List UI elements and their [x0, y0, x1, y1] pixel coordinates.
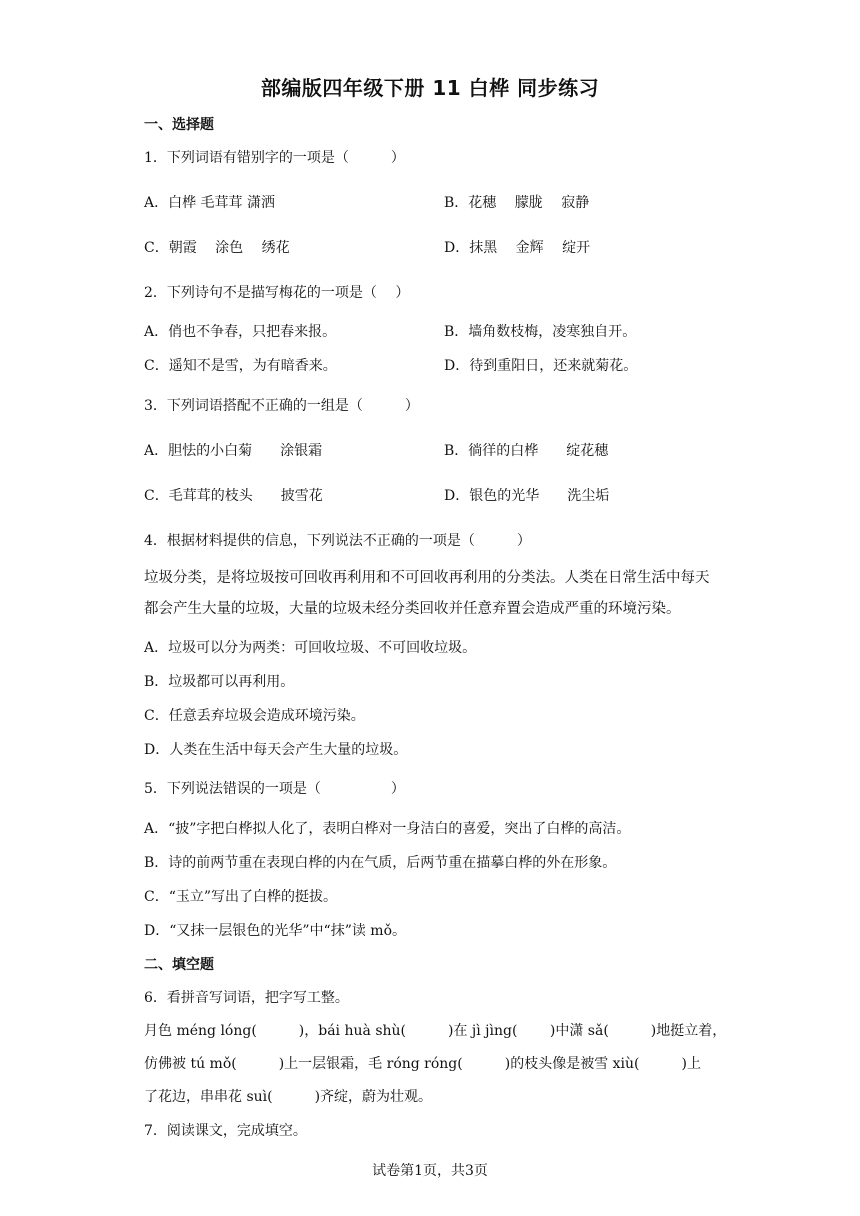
question-3-option-d: D．银色的光华 洗尘垢 [444, 488, 610, 504]
question-1-option-b: B．花穗 朦胧 寂静 [444, 195, 590, 211]
question-1-option-a: A．白桦 毛茸茸 潇洒 [144, 195, 276, 211]
question-2-option-d: D．待到重阳日，还来就菊花。 [444, 358, 638, 374]
question-3-option-b: B．徜徉的白桦 绽花穗 [444, 443, 609, 459]
question-6-stem: 6．看拼音写词语，把字写工整。 [144, 990, 349, 1006]
question-5-option-d: D．“又抹一层银色的光华”中“抹”读 mǒ。 [144, 923, 407, 939]
question-2-stem: 2．下列诗句不是描写梅花的一项是（ ） [144, 285, 410, 301]
question-2-option-c: C．遥知不是雪，为有暗香来。 [144, 358, 337, 374]
question-6-line-2: 仿佛被 tú mǒ( )上一层银霜，毛 róng róng( )的枝头像是被雪 xiù( )上 [144, 1056, 701, 1072]
page-title: 部编版四年级下册 11 白桦 同步练习 [260, 76, 600, 100]
question-4-material: 垃圾分类，是将垃圾按可回收再利用和不可回收再利用的分类法。人类在日常生活中每天都会产生大量的垃圾，大量的垃圾未经分类回收并任意弃置会造成严重的环境污染。 [144, 570, 710, 617]
question-5-stem: 5．下列说法错误的一项是（ ） [144, 781, 405, 797]
question-3-option-a: A．胆怯的小白菊 涂银霜 [144, 443, 323, 459]
question-3-stem: 3．下列词语搭配不正确的一组是（ ） [144, 398, 419, 414]
section-heading-fill: 二、填空题 [144, 957, 214, 973]
question-2-option-b: B．墙角数枝梅，凌寒独自开。 [444, 324, 637, 340]
question-7-stem: 7．阅读课文，完成填空。 [144, 1123, 307, 1139]
question-4-option-b: B．垃圾都可以再利用。 [144, 674, 295, 690]
question-5-option-a: A．“披”字把白桦拟人化了，表明白桦对一身洁白的喜爱，突出了白桦的高洁。 [144, 821, 631, 837]
question-4-option-d: D．人类在生活中每天会产生大量的垃圾。 [144, 742, 408, 758]
question-4-option-c: C．任意丢弃垃圾会造成环境污染。 [144, 708, 365, 724]
question-1-option-c: C．朝霞 涂色 绣花 [144, 240, 290, 256]
section-heading-choice: 一、选择题 [144, 117, 214, 133]
question-5-option-b: B．诗的前两节重在表现白桦的内在气质，后两节重在描摹白桦的外在形象。 [144, 855, 617, 871]
question-4-stem: 4．根据材料提供的信息，下列说法不正确的一项是（ ） [144, 533, 531, 549]
question-2-option-a: A．俏也不争春，只把春来报。 [144, 324, 337, 340]
question-4-option-a: A．垃圾可以分为两类：可回收垃圾、不可回收垃圾。 [144, 640, 477, 656]
question-6-line-3: 了花边，串串花 suì( )齐绽，蔚为壮观。 [144, 1089, 433, 1105]
question-1-stem: 1．下列词语有错别字的一项是（ ） [144, 150, 405, 166]
question-5-option-c: C．“玉立”写出了白桦的挺拔。 [144, 889, 338, 905]
page-footer: 试卷第1页，共3页 [372, 1163, 488, 1179]
question-1-option-d: D．抹黑 金辉 绽开 [444, 240, 591, 256]
question-3-option-c: C．毛茸茸的枝头 披雪花 [144, 488, 323, 504]
question-6-line-1: 月色 méng lóng( )，bái huà shù( )在 jì jìng( )中潇 sǎ( )地挺立着， [144, 1023, 727, 1039]
